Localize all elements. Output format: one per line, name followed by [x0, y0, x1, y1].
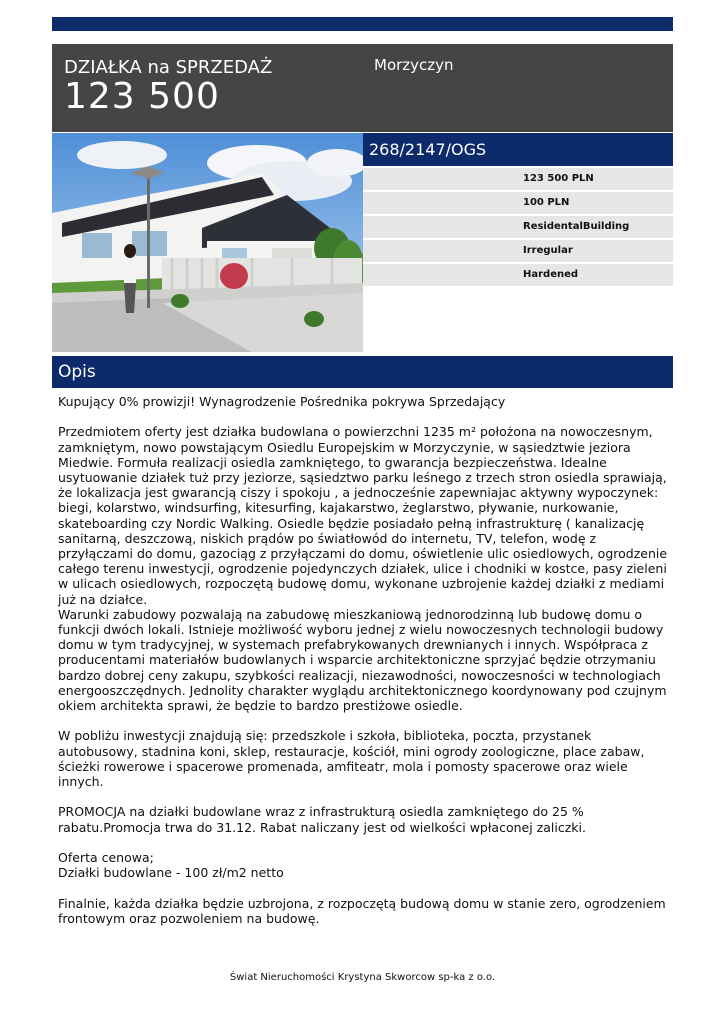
detail-row-purpose — [363, 216, 673, 238]
offer-header — [52, 44, 673, 132]
reference-number: 268/2147/OGS — [369, 140, 487, 159]
description-paragraph: W pobliżu inwestycji znajdują się: przedszkole i szkoła, biblioteka, poczta, przystanek autobusowy, stadnina koni, sklep, restauracje, kościół, mini ogrody zoologiczne, place zabaw, ścieżki rowerowe i spacerowe promenada, amfiteatr, mola i pomosty spacerowe oraz wiele innych. — [58, 728, 645, 790]
footer-agency: Świat Nieruchomości Krystyna Skworcow sp-ka z o.o. — [229, 972, 496, 983]
description-paragraph: Kupujący 0% prowizji! Wynagrodzenie Pośrednika pokrywa Sprzedający — [58, 394, 506, 409]
detail-value: 100 PLN — [523, 197, 570, 208]
offer-price: 123 500 — [64, 76, 220, 117]
description-paragraph: Działki budowlane - 100 zł/m2 netto — [58, 865, 284, 881]
description-paragraph: Oferta cenowa; — [58, 850, 154, 866]
description-paragraph: PROMOCJA na działki budowlane wraz z infrastrukturą osiedla zamkniętego do 25 % rabatu.Promocja trwa do 31.12. Rabat naliczany jest od wielkości wpłaconej zaliczki. — [58, 804, 586, 835]
reference-bar — [363, 133, 673, 166]
offer-type: DZIAŁKA na SPRZEDAŻ — [64, 57, 273, 78]
description-body — [58, 394, 670, 941]
description-paragraph: Przedmiotem oferty jest działka budowlana o powierzchni 1235 m² położona na nowoczesnym, zamkniętym, nowo powstającym Osiedlu Europejskim w Morzyczynie, w sąsiedztwie jeziora Miedwie. Formuła realizacji osiedla zamkniętego, to gwarancja bezpieczeństwa. Idealne usytuowanie działek tuż przy jeziorze, sąsiedztwo parku leśnego z trzech stron osiedla sprawiają, że lokalizacja jest gwarancją ciszy i spokoju , a jednocześnie zapewniajac aktywny wypoczynek: biegi, kolarstwo, windsurfing, kitesurfing, kajakarstwo, żeglarstwo, pływanie, nurkowanie, skateboarding czy Nordic Walking. Osiedle będzie posiadało pełną infrastrukturę ( kanalizację sanitarną, deszczową, niskich prądów po światłowód do internetu, TV, telefon, wodę z przyłączami do domu, gazociąg z przyłączami do domu, oświetlenie ulic osiedlowych, ogrodzenie całego terenu inwestycji, ogrodzenie pojedynczych działek, ulice i chodniki w kostce, pasy zieleni w ulicach osiedlowych, rozpoczętą budowę domu, wykonane uzbrojenie każdej działki z mediami już na działce. — [58, 424, 668, 607]
detail-value: Irregular — [523, 245, 573, 256]
description-section-bar — [52, 356, 673, 388]
house-illustration — [52, 133, 363, 352]
details-list — [363, 168, 673, 288]
offer-city: Morzyczyn — [374, 56, 454, 74]
property-photo — [52, 133, 363, 352]
detail-value: ResidentalBuilding — [523, 221, 630, 232]
section-title: Opis — [58, 362, 96, 382]
detail-row-price — [363, 168, 673, 190]
detail-row-price-per-m2 — [363, 192, 673, 214]
top-accent-bar — [52, 17, 673, 31]
detail-row-shape — [363, 240, 673, 262]
detail-row-access-road — [363, 264, 673, 286]
description-paragraph: Finalnie, każda działka będzie uzbrojona, z rozpoczętą budową domu w stanie zero, ogrodzeniem frontowym oraz pozwoleniem na budowę. — [58, 895, 666, 926]
detail-value: Hardened — [523, 269, 579, 280]
detail-value: 123 500 PLN — [523, 173, 594, 184]
description-paragraph: Warunki zabudowy pozwalają na zabudowę mieszkaniową jednorodzinną lub budowę domu o funkcji dwóch lokali. Istnieje możliwość wyboru jednej z wielu nowoczesnych technologii budowy domu w tym tradycyjnej, w systemach prefabrykowanych drewnianych i innych. Współpraca z producentami materiałów budowlanych i wsparcie architektoniczne sprzyjać będzie otrzymaniu bardzo dobrej ceny zakupu, szybkości realizacji, niezawodności, nowoczesności w technologiach energooszczędnych. Jednolity charakter wyglądu architektonicznego koordynowany pod czujnym okiem architekta sprawi, że będzie to bardzo prestiżowe osiedle. — [58, 606, 667, 714]
